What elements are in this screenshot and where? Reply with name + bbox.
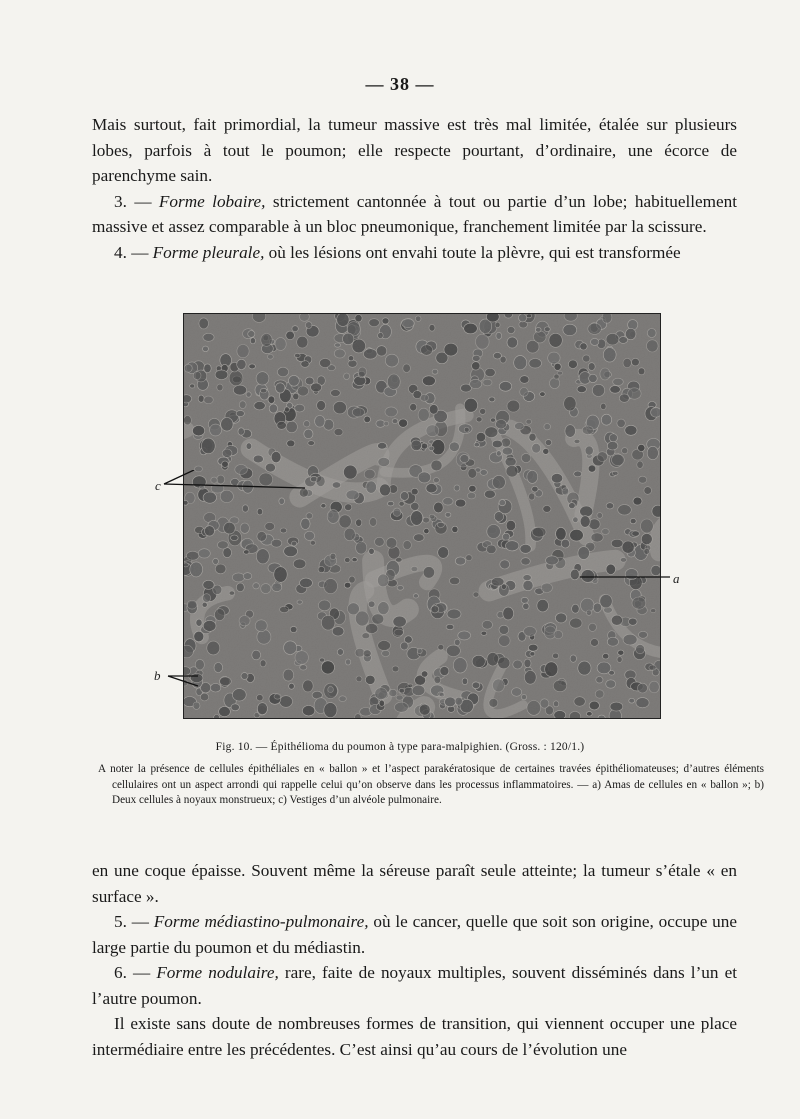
figure-caption-note: A noter la présence de cellules épithéliales en « ballon » et l’aspect parakératosique de certaines travées épithéliomateuses; d’autres éléments cellulaires ont un aspect arrondi qui rappelle celui qu’on observe dans les processus inflammatoires. — a) Amas de cellules en « ballon »; b) Deux cellules à noyaux monstrueux; c) Vestiges d’un alvéole pulmonaire. xyxy=(98,763,764,806)
top-text-block xyxy=(92,112,737,265)
figure-caption-title: Fig. 10. — Épithélioma du poumon à type para-malpighien. (Gross. : 120/1.) xyxy=(215,741,585,753)
bottom-text-block xyxy=(92,858,737,1062)
paragraph-formes-transition: Il existe sans doute de nombreuses formes de transition, qui viennent occuper une place intermédiaire entre les précédentes. C’est ainsi qu’au cours de l’évolution une xyxy=(92,1014,737,1059)
page-number: — 38 — xyxy=(365,74,435,94)
paragraph-forme-pleurale: 4. — Forme pleurale, où les lésions ont envahi toute la plèvre, qui est transformée xyxy=(114,242,681,262)
paragraph-coque: en une coque épaisse. Souvent même la séreuse paraît seule atteinte; la tumeur s’étale « en surface ». xyxy=(92,861,737,906)
paragraph-intro: Mais surtout, fait primordial, la tumeur massive est très mal limitée, étalée sur plusieurs lobes, parfois à tout le poumon; elle respecte pourtant, d’ordinaire, une écorce de parenchyme sain. xyxy=(92,115,737,185)
paragraph-forme-mediastino-pulmonaire: 5. — Forme médiastino-pulmonaire, où le cancer, quelle que soit son origine, occupe une large partie du poumon et du médiastin. xyxy=(92,912,737,957)
figure-label-c: c xyxy=(155,478,161,493)
histology-micrograph xyxy=(183,313,661,719)
figure-label-a: a xyxy=(673,571,680,586)
micrograph-image xyxy=(184,314,660,718)
paragraph-forme-lobaire: 3. — Forme lobaire, strictement cantonnée à tout ou partie d’un lobe; habituellement massive et assez comparable à un bloc pneumonique, franchement limitée par la scissure. xyxy=(92,191,737,236)
term-forme-pleurale: Forme pleurale, xyxy=(152,242,265,262)
term-forme-nodulaire: Forme nodulaire, xyxy=(156,963,279,982)
term-forme-lobaire: Forme lobaire, xyxy=(158,191,266,211)
figure-label-b: b xyxy=(154,668,161,683)
term-forme-mediastino-pulmonaire: Forme médiastino-pulmonaire, xyxy=(153,912,369,931)
paragraph-forme-nodulaire: 6. — Forme nodulaire, rare, faite de noyaux multiples, souvent disséminés dans l’un et l’autre poumon. xyxy=(92,963,737,1008)
